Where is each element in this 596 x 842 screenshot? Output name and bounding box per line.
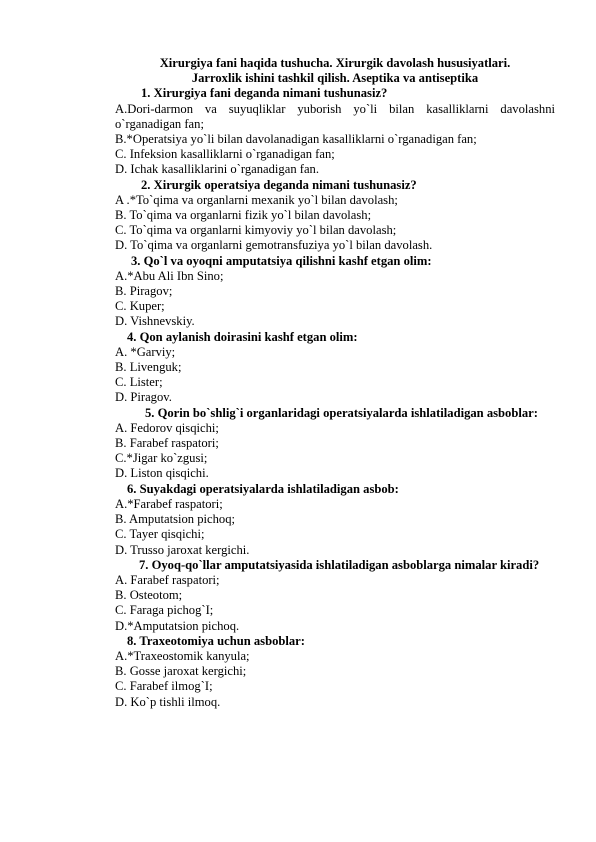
document-title-line-2: Jarroxlik ishini tashkil qilish. Aseptika va antiseptika — [191, 71, 479, 86]
question-7: 7. Oyoq-qo`llar amputatsiyasida ishlatiladigan asboblarga nimalar kiradi? — [139, 557, 540, 572]
question-2-option-a: A .*To`qima va organlarni mexanik yo`l bilan davolash; — [115, 192, 398, 207]
question-4-option-d: D. Piragov. — [115, 390, 172, 405]
question-3-option-c: C. Kuper; — [115, 299, 165, 314]
question-7-option-d: D.*Amputatsion pichoq. — [115, 618, 240, 633]
question-4: 4. Qon aylanish doirasini kashf etgan olim: — [127, 329, 358, 344]
question-5-option-d: D. Liston qisqichi. — [115, 466, 209, 481]
question-5: 5. Qorin bo`shlig`i organlaridagi operatsiyalarda ishlatiladigan asboblar: — [145, 405, 538, 420]
question-3-option-b: B. Piragov; — [115, 284, 173, 299]
question-7-option-a: A. Farabef raspatori; — [115, 572, 220, 587]
question-5-option-a: A. Fedorov qisqichi; — [115, 420, 219, 435]
question-3-option-a: A.*Abu Ali Ibn Sino; — [115, 268, 224, 283]
question-8-option-b: B. Gosse jaroxat kergichi; — [115, 664, 247, 679]
question-1-option-b: B.*Operatsiya yo`li bilan davolanadigan kasalliklarni o`rganadigan fan; — [115, 132, 477, 147]
question-6-option-b: B. Amputatsion pichoq; — [115, 512, 235, 527]
question-7-option-b: B. Osteotom; — [115, 588, 183, 603]
question-8-option-d: D. Ko`p tishli ilmoq. — [115, 694, 221, 709]
question-4-option-a: A. *Garviy; — [115, 344, 176, 359]
question-5-option-b: B. Farabef raspatori; — [115, 436, 219, 451]
question-6-option-a: A.*Farabef raspatori; — [115, 496, 223, 511]
question-1-option-d: D. Ichak kasalliklarini o`rganadigan fan. — [115, 162, 319, 177]
question-2-option-d: D. To`qima va organlarni gemotransfuziya yo`l bilan davolash. — [115, 238, 433, 253]
question-7-option-c: C. Faraga pichog`I; — [115, 603, 214, 618]
question-8-option-c: C. Farabef ilmog`I; — [115, 679, 213, 694]
question-8-option-a: A.*Traxeostomik kanyula; — [115, 648, 250, 663]
question-6-option-d: D. Trusso jaroxat kergichi. — [115, 542, 250, 557]
question-3-option-d: D. Vishnevskiy. — [115, 314, 195, 329]
question-5-option-c: C.*Jigar ko`zgusi; — [115, 451, 208, 466]
question-4-option-c: C. Lister; — [115, 375, 163, 390]
document-content — [115, 56, 555, 710]
question-6: 6. Suyakdagi operatsiyalarda ishlatiladigan asbob: — [127, 481, 399, 496]
question-1-option-a: A.Dori-darmon va suyuqliklar yuborish yo`li bilan kasalliklarni davolashni o`rganadigan fan; — [115, 101, 555, 131]
question-1: 1. Xirurgiya fani deganda nimani tushunasiz? — [141, 86, 388, 101]
document-title-line-1: Xirurgiya fani haqida tushucha. Xirurgik davolash hususiyatlari. — [159, 56, 511, 70]
question-3: 3. Qo`l va oyoqni amputatsiya qilishni kashf etgan olim: — [131, 253, 432, 268]
question-8: 8. Traxeotomiya uchun asboblar: — [127, 633, 305, 648]
question-2-option-b: B. To`qima va organlarni fizik yo`l bilan davolash; — [115, 208, 372, 223]
question-2-option-c: C. To`qima va organlarni kimyoviy yo`l bilan davolash; — [115, 223, 397, 238]
question-6-option-c: C. Tayer qisqichi; — [115, 527, 205, 542]
question-2: 2. Xirurgik operatsiya deganda nimani tushunasiz? — [141, 177, 417, 192]
question-1-option-c: C. Infeksion kasalliklarni o`rganadigan fan; — [115, 147, 335, 162]
question-4-option-b: B. Livenguk; — [115, 360, 182, 375]
